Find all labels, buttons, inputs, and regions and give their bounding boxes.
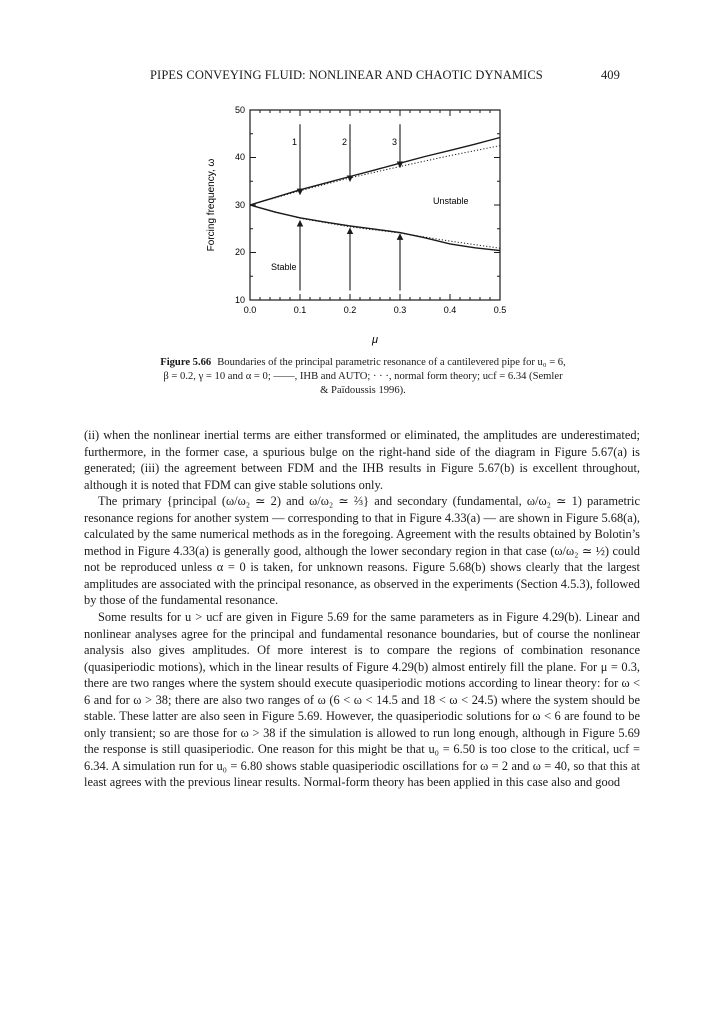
running-header xyxy=(150,68,620,86)
arrows-group xyxy=(300,124,400,290)
y-tick-label: 10 xyxy=(234,295,245,305)
caption-line-3: & Païdoussis 1996). xyxy=(320,385,406,396)
figure-caption xyxy=(85,356,641,398)
unstable-region-label: Unstable xyxy=(433,196,469,206)
body-text xyxy=(84,427,640,791)
x-tick-label: 0.0 xyxy=(243,305,257,315)
page-number: 409 xyxy=(600,68,620,82)
normal-form-boundary-line xyxy=(250,205,500,248)
caption-line-2: β = 0.2, γ = 10 and α = 0; ——, IHB and AUTO; · · ·, normal form theory; uᴄf = 6.34 (Semler xyxy=(163,371,563,382)
ihb-auto-boundary-line xyxy=(250,138,500,206)
boundary-chart xyxy=(190,100,520,350)
arrow-label-2: 2 xyxy=(342,137,348,147)
paragraph-3: Some results for u > uᴄf are given in Figure 5.69 for the same parameters as in Figure 4.29(b). Linear and nonlinear analyses agree for the principal and fundamental resonance boundaries, but of course the nonlinear analysis also gives amplitudes. Of more interest is to compare the regions of combination resonance (quasiperiodic motions), which in the linear results of Figure 4.29(b) almost entirely fill the plane. For μ = 0.3, there are two ranges where the system should execute quasiperiodic motions according to linear theory: for ω < 6 and for ω > 38; there are also two ranges of ω (6 < ω < 14.5 and 18 < ω < 24.5) where the system should be stable. These latter are also seen in Figure 5.69. However, the quasiperiodic solutions for ω < 6 are found to be only transient; so are those for ω > 38 if the simulation is allowed to run long enough, although in Figure 5.69 the response is still quasiperiodic. One reason for this might be that u₀ = 6.50 is too close to the critical, uᴄf = 6.34. A simulation run for u₀ = 6.80 shows stable quasiperiodic oscillations for ω = 2 and ω = 40, so that this at least agrees with the previous linear results. Normal-form theory has been applied in this case also and good xyxy=(84,610,640,790)
boundary-curves xyxy=(250,138,500,251)
x-axis-label: μ xyxy=(371,334,379,346)
stable-region-label: Stable xyxy=(271,262,297,272)
y-tick-label: 50 xyxy=(234,105,245,115)
arrow-label-3: 3 xyxy=(392,137,398,147)
ihb-auto-boundary-line xyxy=(250,205,500,251)
figure-label: Figure 5.66 xyxy=(160,357,212,368)
y-tick-label: 40 xyxy=(234,152,245,162)
y-tick-label: 20 xyxy=(234,247,245,257)
paragraph-2: The primary {principal (ω/ω₂ ≃ 2) and ω/ω₂ ≃ ⅔} and secondary (fundamental, ω/ω₂ ≃ 1) parametric resonance regions for another system — corresponding to that in Figure 4.33(a) — are shown in Figure 5.68(a), calculated by the same numerical methods as in the foregoing. Agreement with the results obtained by Bolotin’s method in Figure 4.33(a) is generally good, although the lower secondary region in that case (ω/ω₂ ≃ ½) could not be reproduced unless α = 0 is taken, for unknown reasons. Figure 5.68(b) shows clearly that the largest amplitudes are associated with the principal resonance, as observed in the experiments (Section 4.5.3), followed by those of the fundamental resonance. xyxy=(84,494,640,608)
y-tick-labels xyxy=(235,105,245,305)
x-tick-label: 0.3 xyxy=(393,305,407,315)
arrow-label-1: 1 xyxy=(292,137,298,147)
x-tick-label: 0.1 xyxy=(293,305,307,315)
x-tick-label: 0.4 xyxy=(443,305,457,315)
running-title: PIPES CONVEYING FLUID: NONLINEAR AND CHAOTIC DYNAMICS xyxy=(150,68,543,82)
caption-line-1: Boundaries of the principal parametric resonance of a cantilevered pipe for u₀ = 6, xyxy=(217,357,566,368)
x-tick-labels xyxy=(244,305,507,315)
y-tick-label: 30 xyxy=(234,200,245,210)
x-tick-label: 0.5 xyxy=(493,305,507,315)
paragraph-1: (ii) when the nonlinear inertial terms are either transformed or eliminated, the amplitudes are underestimated; furthermore, in the former case, a spurious bulge on the right-hand side of the diagram in Figure 5.67(a) is generated; (iii) the agreement between FDM and the IHB results in Figure 5.67(b) is excellent throughout, although it is noted that FDM can give stable solutions only. xyxy=(84,428,640,492)
y-axis-label: Forcing frequency, ω xyxy=(206,158,217,252)
x-tick-label: 0.2 xyxy=(343,305,357,315)
